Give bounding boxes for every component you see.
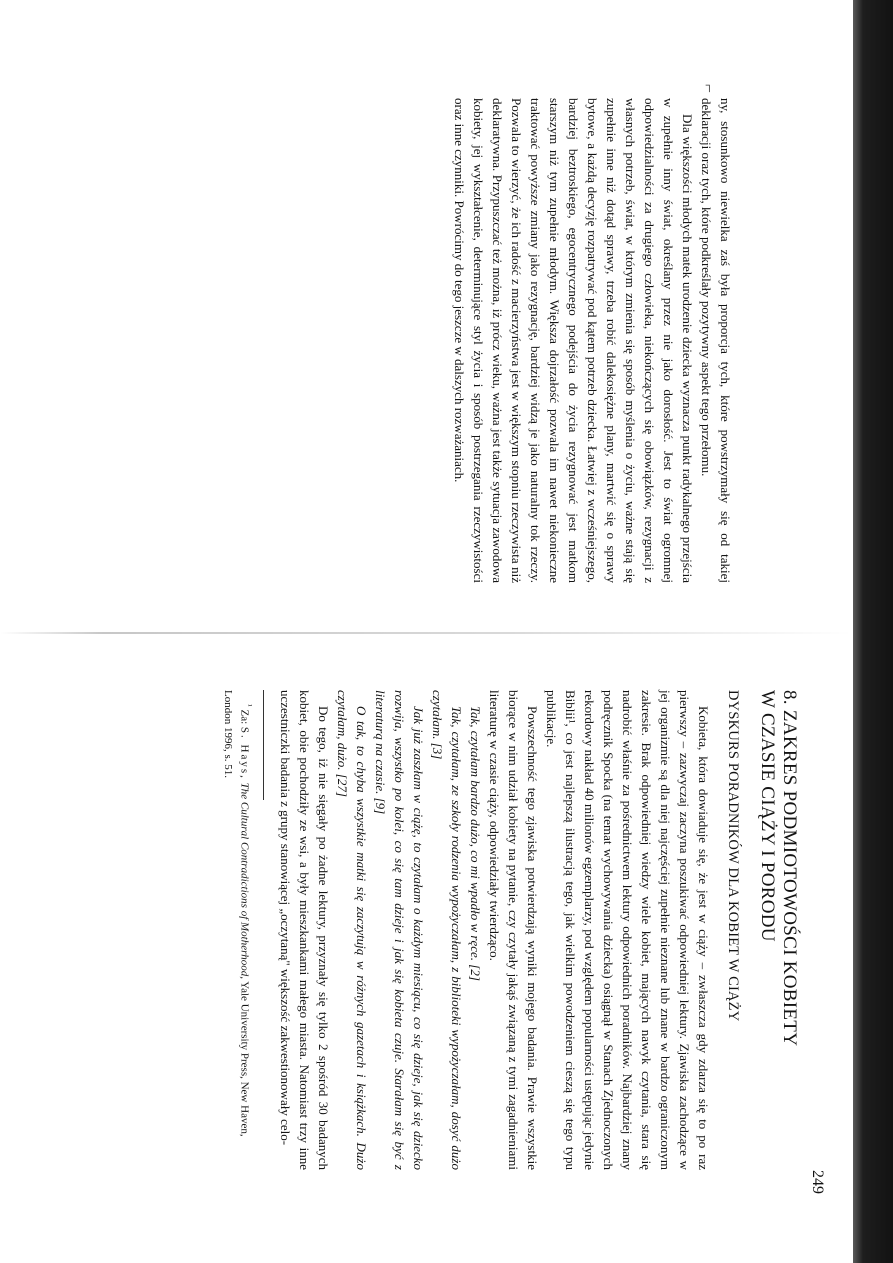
paragraph: Kobieta, która dowiaduje się, że jest w ciąży – zwłaszcza gdy zdarza się to po raz pierwszy – zazwyczaj zaczyna poszukiwać odpowiedniej lektury. Zjawiska zachodzące w jej organizmie są dla niej najczęściej zupełnie nieznane lub znane w bardzo ograniczonym zakresie. Brak odpowiedniej wiedzy wiele kobiet, mających nawyk czytania, stara się nadrobić właśnie za pośrednictwem lektury odpowiednich poradników. Najbardziej znany podręcznik Spocka (na temat wychowywania dziecka) osiągnął w Stanach Zjednoczonych rekordowy nakład 40 milionów egzemplarzy, pod względem popularności ustępując jedynie Biblii¹, co jest najlepszą ilustracją tego, jak wielkim powodzeniem cieszą się tego typu publikacje. xyxy=(544,690,711,1170)
interview-quote: Jak już zaszłam w ciążę, to czytałam o każdym miesiącu, co się dzieje, jak się dziecko rozwija, wszystko po kolei, co się tam dzieje i jak się kobieta czuje. Starałam się być z literaturą na czasie. [9] xyxy=(373,690,426,1170)
paragraph: Powszechność tego zjawiska potwierdzają wyniki mojego badania. Prawie wszystkie biorące w nim udział kobiety na pytanie, czy czytały jakąś związaną z tymi zagadnieniami literaturę w czasie ciąży, odpowiedziały twierdząco. xyxy=(487,690,540,1170)
chapter-title xyxy=(756,690,800,1170)
paragraph: Do tego, iż nie sięgały po żadne lektury, przyznały się tylko 2 spośród 30 badanych kobiet, obie pochodziły ze wsi, a były mieszkankami małego miasta. Natomiast trzy inne uczestniczki badania z grupy stanowiącej „oczytaną" większość zakwestionowały celo- xyxy=(278,690,331,1170)
paragraph: ny, stosunkowo niewielka zaś była proporcja tych, które powstrzymały się od takiej deklaracji oraz tych, które podkreślały pozytywny aspekt tego przełomu. xyxy=(699,98,733,583)
footnote: $^{^1}$ Za: S. Hays, The Cultural Contradictions of Motherhood, Yale University Press, New Haven, London 1996, s. 51. xyxy=(222,690,254,1137)
chapter-title-line: W CZASIE CIĄŻY I PORODU xyxy=(757,690,778,942)
interview-quote: O tak, to chyba wszystkie matki się zaczytują w różnych gazetach i książkach. Dużo czytałam, dużo. [27] xyxy=(335,690,369,1170)
section-title: DYSKURS PORADNIKÓW DLA KOBIET W CIĄŻY xyxy=(725,690,741,1022)
paragraph: Dla większości młodych matek urodzenie dziecka wyznacza punkt radykalnego przejścia w zupełnie inny świat, określany przez nie jako dorosłość. Jest to świat ogromnej odpowiedzialności za drugiego człowieka, niekończących się obowiązków, rezygnacji z własnych potrzeb, świat, w którym zmienia się sposób myślenia o życiu, ważne stają się zupełnie inne niż dotąd sprawy, trzeba robić dalekosiężne plany, martwić się o sprawy bytowe, a każdą decyzję rozpatrywać pod kątem potrzeb dziecka. Łatwiej z wcześniejszego, bardziej beztroskiego, egocentrycznego podejścia do życia rezygnować jest matkom starszym niż tym zupełnie młodym. Większa dojrzałość pozwala im nawet niekonieczne traktować powyższe zmiany jako rezygnację, bardziej widzą je jako naturalny tok rzeczy. Pozwala to wierzyć, że ich radość z macierzyństwa jest w większym stopniu rzeczywista niż deklaratywna. Przypuszczać też można, iż prócz wieku, ważna jest także sytuacja zawodowa kobiety, jej wykształcenie, determinujące styl życia i sposób postrzegania rzeczywistości oraz inne czynniki. Powrócimy do tego jeszcze w dalszych rozważaniach. xyxy=(452,98,695,583)
interview-quote: Tak, czytałam, ze szkoły rodzenia wypożyczałam, z biblioteki wypożyczałam, dosyć dużo czytałam. [3] xyxy=(430,690,464,1170)
margin-mark: ⌐ xyxy=(700,84,717,94)
binding-fold xyxy=(0,632,853,634)
left-page xyxy=(390,84,735,583)
scanner-edge xyxy=(853,0,893,1263)
page-number: 249 xyxy=(809,1170,826,1194)
right-page xyxy=(55,690,800,1170)
interview-quote: Tak, czytałam bardzo dużo, co mi wpadło w ręce. [2] xyxy=(468,706,483,981)
footnote-divider xyxy=(263,690,264,800)
chapter-title-line: 8. ZAKRES PODMIOTOWOŚCI KOBIETY xyxy=(779,690,800,1047)
